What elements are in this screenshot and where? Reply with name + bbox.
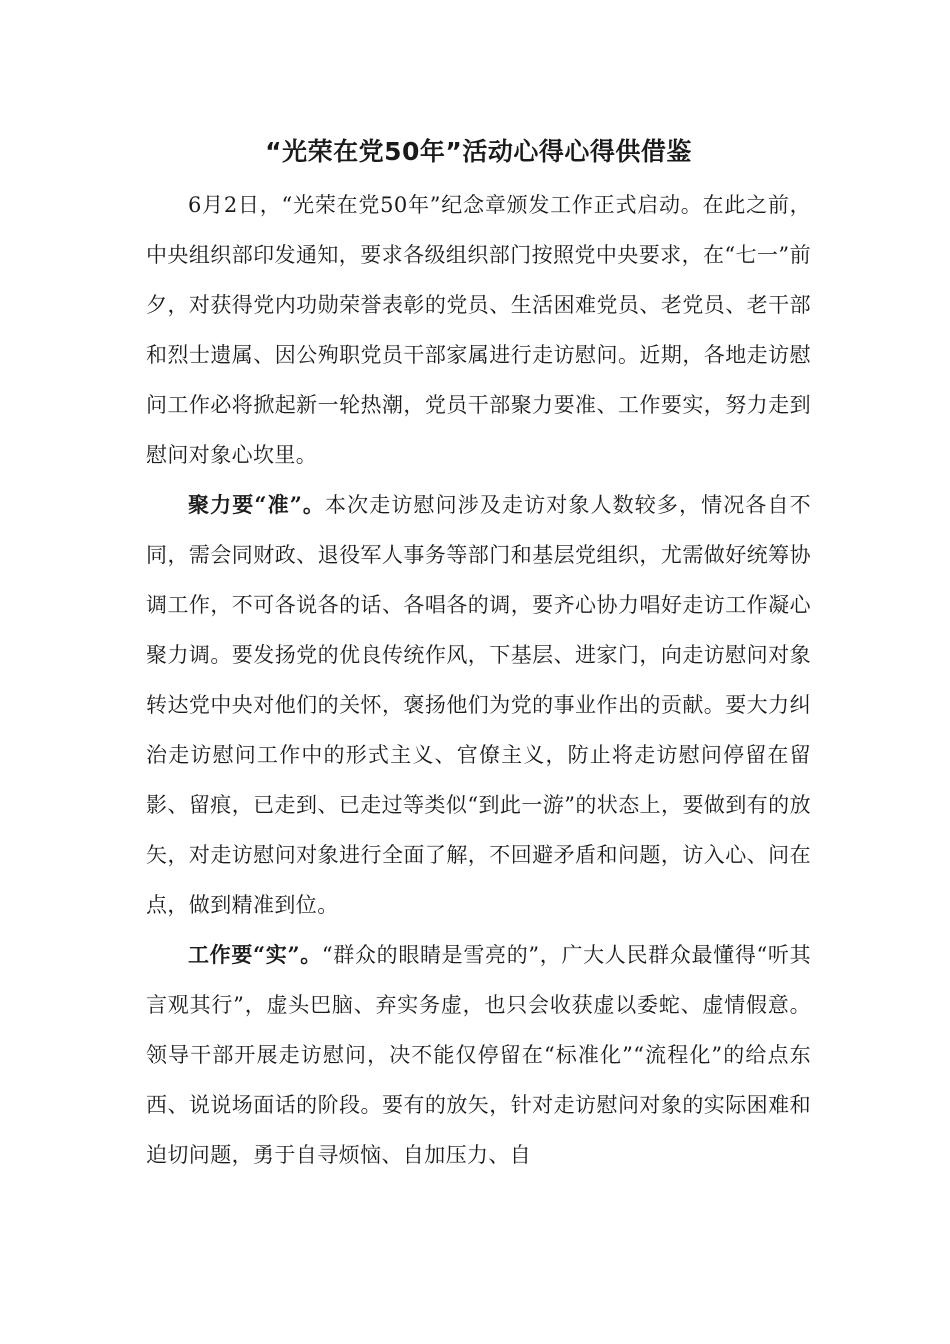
paragraph-work [146, 930, 811, 1180]
document-title: “光荣在党50年”活动心得心得供借鉴 [265, 137, 692, 166]
paragraph-focus-text: 本次走访慰问涉及走访对象人数较多，情况各自不同，需会同财政、退役军人事务等部门和基层党组织，尤需做好统筹协调工作，不可各说各的话、各唱各的调，要齐心协力唱好走访工作凝心聚力调。要发扬党的优良传统作风，下基层、进家门，向走访慰问对象转达党中央对他们的关怀，褒扬他们为党的事业作出的贡献。要大力纠治走访慰问工作中的形式主义、官僚主义，防止将走访慰问停留在留影、留痕，已走到、已走过等类似“到此一游”的状态上，要做到有的放矢，对走访慰问对象进行全面了解，不回避矛盾和问题，访入心、问在点，做到精准到位。 [146, 493, 811, 917]
paragraph-focus-heading: 聚力要“准”。 [188, 492, 326, 517]
paragraph-work-heading: 工作要“实”。 [188, 942, 322, 967]
document-page [146, 130, 811, 1180]
paragraph-intro [146, 180, 811, 480]
paragraph-work-text: “群众的眼睛是雪亮的”，广大人民群众最懂得“听其言观其行”，虚头巴脑、弃实务虚，也只会收获虚以委蛇、虚情假意。领导干部开展走访慰问，决不能仅停留在“标准化”“流程化”的给点东西、说说场面话的阶段。要有的放矢，针对走访慰问对象的实际困难和迫切问题，勇于自寻烦恼、自加压力、自 [146, 943, 811, 1167]
paragraph-intro-text: 6月2日，“光荣在党50年”纪念章颁发工作正式启动。在此之前，中央组织部印发通知，要求各级组织部门按照党中央要求，在“七一”前夕，对获得党内功勋荣誉表彰的党员、生活困难党员、老党员、老干部和烈士遗属、因公殉职党员干部家属进行走访慰问。近期，各地走访慰问工作必将掀起新一轮热潮，党员干部聚力要准、工作要实，努力走到慰问对象心坎里。 [146, 193, 811, 467]
paragraph-focus [146, 480, 811, 930]
